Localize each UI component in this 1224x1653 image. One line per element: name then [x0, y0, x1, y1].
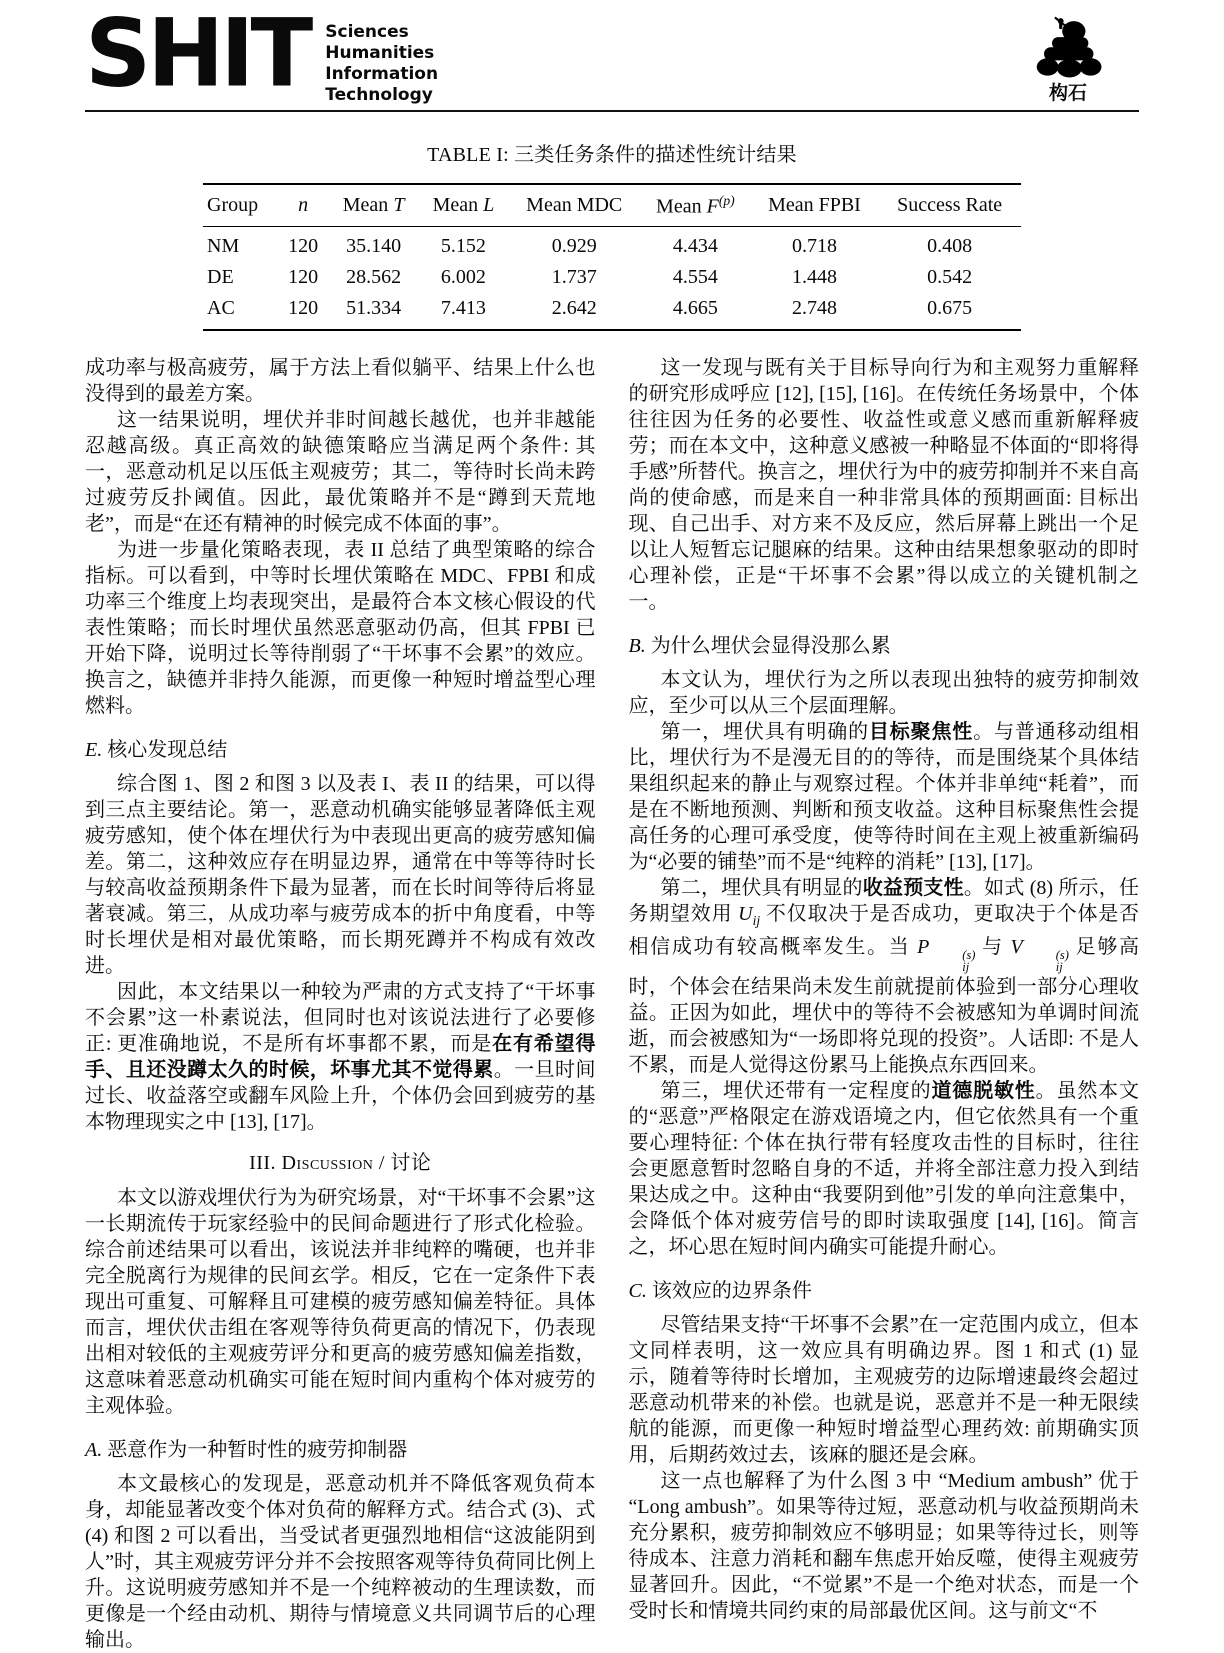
table-cell: 4.554 [672, 265, 718, 288]
table-cell: 0.408 [927, 234, 973, 257]
table-cell: 120 [288, 296, 319, 319]
table-cell: DE [207, 265, 234, 288]
publisher-name: 构石 [1048, 82, 1087, 104]
subsection-heading: A. 恶意作为一种暂时性的疲劳抑制器 [85, 1438, 408, 1461]
subsection-heading: B. 为什么埋伏会显得没那么累 [628, 634, 891, 657]
table-cell: 0.929 [551, 234, 597, 257]
logo-word: Sciences [325, 22, 409, 42]
table-column-header: Mean FPBI [751, 184, 879, 226]
section-heading: III. Discussion / 讨论 [249, 1151, 432, 1174]
paragraph: 本文以游戏埋伏行为为研究场景，对“干坏事不会累”这一长期流传于玩家经验中的民间命题进行了形式化检验。综合前述结果可以看出，该说法并非纯粹的嘴硬，也并非完全脱离行为规律的民间玄学。相反，它在一定条件下表现出可重复、可解释且可建模的疲劳感知偏差特征。具体而言，埋伏伏击组在客观等待负荷更高的情况下，仍表现出相对较低的主观疲劳评分和更高的疲劳感知偏差指数，这意味着恶意动机确实可能在短时间内重构个体对疲劳的主观体验。 [85, 1186, 596, 1417]
paragraph: 为进一步量化策略表现，表 II 总结了典型策略的综合指标。可以看到，中等时长埋伏策略在 MDC、FPBI 和成功率三个维度上均表现突出，是最符合本文核心假设的代表性策略；而长时埋伏虽然恶意驱动仍高，但其 FPBI 已开始下降，说明过长等待削弱了“干坏事不会累”的效应。换言之，缺德并非持久能源，而更像一种短时增益型心理燃料。 [85, 538, 596, 717]
left-column [85, 355, 596, 1653]
table-1 [203, 183, 1021, 331]
table-column-header: Mean L [419, 184, 509, 226]
paragraph: 第一，埋伏具有明确的目标聚焦性。与普通移动组相比，埋伏行为不是漫无目的的等待，而是围绕某个具体结果组织起来的静止与观察过程。个体并非单纯“耗着”，而是在不断地预测、判断和预支收益。这种目标聚焦性会提高任务的心理可承受度，使等待时间在主观上被重新编码为“必要的铺垫”而不是“纯粹的消耗” [13], [17]。 [628, 720, 1140, 873]
table-column-header: Mean T [329, 184, 419, 226]
table-row [203, 293, 1021, 330]
paragraph: 成功率与极高疲劳，属于方法上看似躺平、结果上什么也没得到的最差方案。 [85, 356, 596, 405]
math-supsub: (s) ij [962, 947, 976, 975]
table-cell: 120 [288, 265, 319, 288]
table-column-header: Group [203, 184, 278, 226]
table-row [203, 226, 1021, 262]
math-variable: U [738, 902, 753, 925]
paragraph: 这一结果说明，埋伏并非时间越长越优，也并非越能忍越高级。真正高效的缺德策略应当满足两个条件: 其一，恶意动机足以压低主观疲劳；其二，等待时长尚未跨过疲劳反扑阈值。因此，最优策略并不是“蹲到天荒地老”，而是“在还有精神的时候完成不体面的事”。 [85, 408, 596, 535]
journal-logo-block [85, 0, 439, 109]
logo-word: Technology [325, 85, 433, 105]
table-cell: 120 [288, 234, 319, 257]
paragraph: 第三，埋伏还带有一定程度的道德脱敏性。虽然本文的“恶意”严格限定在游戏语境之内，但它依然具有一个重要心理特征: 个体在执行带有轻度攻击性的目标时，往往会更愿意暂时忽略自身的不适，并将全部注意力投入到结果达成之中。这种由“我要阴到他”引发的单向注意集中，会降低个体对疲劳信号的即时读取强度 [14], [16]。简言之，坏心思在短时间内确实可能提升耐心。 [628, 1080, 1140, 1259]
math-variable: P [917, 935, 930, 958]
table-cell: 51.334 [346, 296, 402, 319]
table-cell: 7.413 [440, 296, 486, 319]
table-cell: 5.152 [440, 234, 486, 257]
logo-word: Humanities [325, 43, 435, 63]
table-cell: 35.140 [346, 234, 402, 257]
table-cell: 4.434 [672, 234, 718, 257]
table-cell: 2.642 [551, 296, 597, 319]
table-cell: 0.718 [791, 234, 837, 257]
paragraph: 这一发现与既有关于目标导向行为和主观努力重解释的研究形成呼应 [12], [15], [16]。在传统任务场景中，个体往往因为任务的必要性、收益性或意义感而重新解释疲劳；而在本文中，这种意义感被一种略显不体面的“即将得手感”所替代。换言之，埋伏行为中的疲劳抑制并不来自高尚的使命感，而是来自一种非常具体的预期画面: 目标出现、自己出手、对方来不及反应，然后屏幕上跳出一个足以让人短暂忘记腿麻的结果。这种由结果想象驱动的即时心理补偿，正是“干坏事不会累”得以成立的关键机制之一。 [628, 356, 1139, 613]
table-column-header: n [278, 184, 329, 226]
paragraph: 尽管结果支持“干坏事不会累”在一定范围内成立，但本文同样表明，这一效应具有明确边界。图 1 和式 (1) 显示，随着等待时长增加，主观疲劳的边际增速最终会超过恶意动机带来的补偿。也就是说，恶意并不是一种无限续航的能源，而更像一种短时增益型心理药效: 前期确实顶用，后期药效过去，该麻的腿还是会麻。 [628, 1314, 1139, 1467]
table-cell: 2.748 [791, 296, 837, 319]
table-column-header: Mean MDC [508, 184, 640, 226]
header-divider [85, 110, 1139, 112]
math-variable: V [1010, 935, 1023, 958]
paragraph: 第二，埋伏具有明显的收益预支性。如式 (8) 所示，任务期望效用 $U_{ij}$ 不仅取决于是否成功，更取决于个体是否相信成功有较高概率发生。当 P (s) ij 与 V (s) ij 足够高时，个体会在结果尚未发生前就提前体验到一部分心理收益。正因为如此，埋伏中的等待不会被感知为单调时间流逝，而会被感知为“一场即将兑现的投资”。人话即: 不是人不累，而是人觉得这份累马上能换点东西回来。 [628, 876, 1140, 1077]
table-cell: 1.448 [791, 265, 837, 288]
table-row [203, 262, 1021, 293]
table-cell: 28.562 [346, 265, 402, 288]
table-body [203, 226, 1021, 330]
article-body [85, 355, 1139, 1653]
table-cell: 0.542 [927, 265, 973, 288]
table-cell: 6.002 [440, 265, 486, 288]
journal-logo: SHIT [85, 0, 310, 109]
table-header-row [203, 184, 1021, 226]
right-column [629, 355, 1140, 1653]
page-header [85, 0, 1139, 109]
table-cell: 0.675 [927, 296, 973, 319]
paragraph: 这一点也解释了为什么图 3 中 “Medium ambush” 优于 “Long ambush”。如果等待过短，恶意动机与收益预期尚未充分累积，疲劳抑制效应不够明显；如果等待过长，则等待成本、注意力消耗和翻车焦虑开始反噬，使得主观疲劳显著回升。因此，“不觉累”不是一个绝对状态，而是一个受时长和情境共同约束的局部最优区间。这与前文“不 [628, 1470, 1139, 1623]
subsection-heading: C. 该效应的边界条件 [628, 1280, 812, 1303]
table-column-header: Success Rate [878, 184, 1021, 226]
subsection-heading: E. 核心发现总结 [85, 738, 228, 761]
paragraph: 综合图 1、图 2 和图 3 以及表 I、表 II 的结果，可以得到三点主要结论。第一，恶意动机确实能够显著降低主观疲劳感知，使个体在埋伏行为中表现出更高的疲劳感知偏差。第二，这种效应存在明显边界，通常在中等等待时长与较高收益预期条件下最为显著，而在长时间等待后将显著衰减。第三，从成功率与疲劳成本的折中角度看，中等时长埋伏是相对最优策略，而长期死蹲并不构成有效改进。 [85, 772, 596, 977]
math-supsub: (s) ij [1055, 947, 1069, 975]
table-caption: TABLE I: 三类任务条件的描述性统计结果 [427, 144, 797, 166]
paragraph: 因此，本文结果以一种较为严肃的方式支持了“干坏事不会累”这一朴素说法，但同时也对该说法进行了必要修正: 更准确地说，不是所有坏事都不累，而是在有希望得手、且还没蹲太久的时候，坏事尤其不觉得累。一旦时间过长、收益落空或翻车风险上升，个体仍会回到疲劳的基本物理现实之中 [13], [17]。 [85, 980, 596, 1133]
paragraph: 本文最核心的发现是，恶意动机并不降低客观负荷本身，却能显著改变个体对负荷的解释方式。结合式 (3)、式 (4) 和图 2 可以看出，当受试者更强烈地相信“这波能阴到人”时，其主观疲劳评分并不会按照客观等待负荷同比例上升。这说明疲劳感知并不是一个纯粹被动的生理读数，而更像是一个经由动机、期待与情境意义共同调节后的心理输出。 [85, 1472, 596, 1651]
table-cell: 1.737 [551, 265, 597, 288]
paragraph: 本文认为，埋伏行为之所以表现出独特的疲劳抑制效应，至少可以从三个层面理解。 [628, 668, 1139, 717]
stone-pile-icon [1029, 16, 1107, 80]
journal-logo-subtitle [325, 22, 438, 106]
table-cell: 4.665 [672, 296, 718, 319]
logo-word: Information [325, 64, 439, 84]
publisher-logo-block [1025, 16, 1111, 105]
table-cell: AC [207, 296, 235, 319]
table-column-header: Mean $F^{(p)}$ [640, 184, 750, 226]
table-cell: NM [207, 234, 240, 257]
